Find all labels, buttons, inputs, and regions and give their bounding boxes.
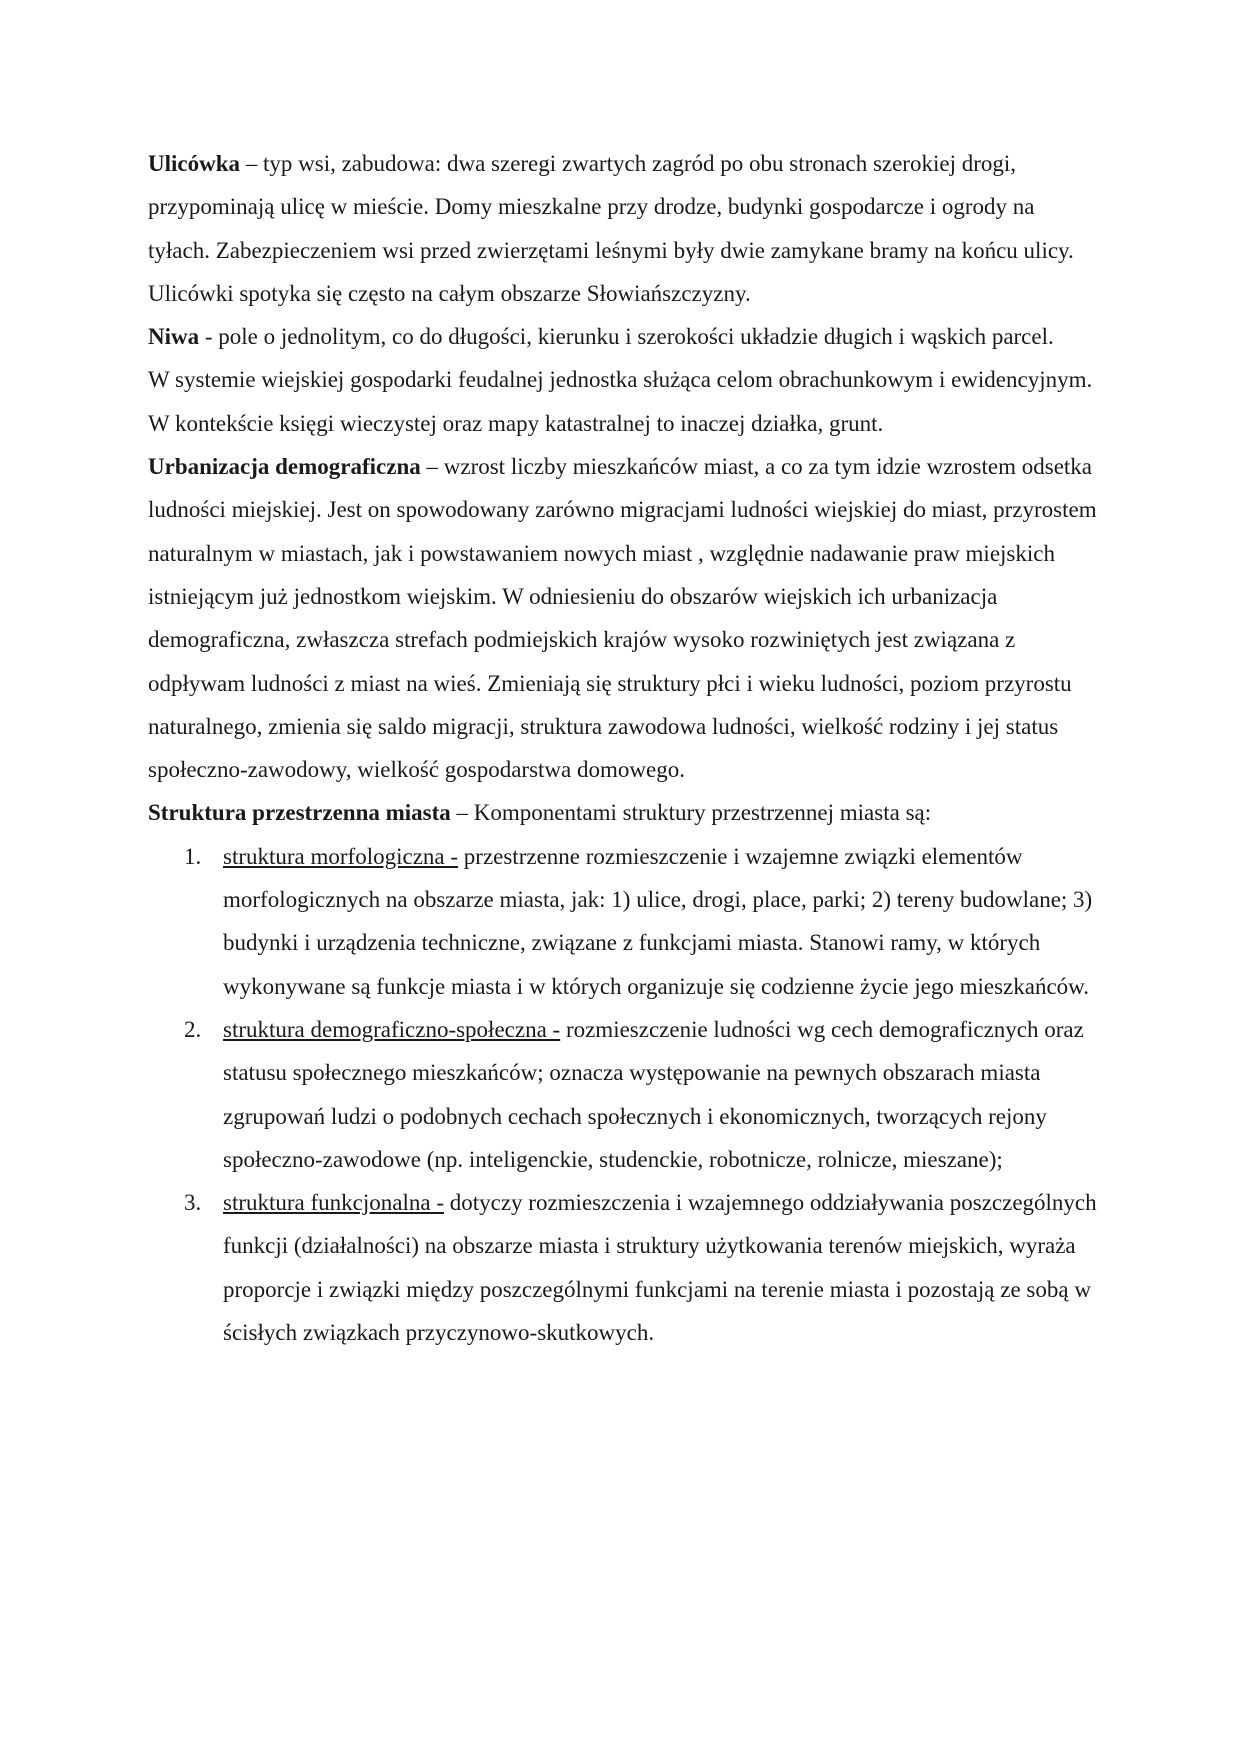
paragraph-niwa (148, 315, 1098, 358)
document-page (148, 142, 1098, 1354)
list-number: 1. (184, 843, 202, 869)
term-urbanizacja: Urbanizacja demograficzna (148, 454, 421, 480)
definition-struktura: – Komponentami struktury przestrzennej miasta są: (450, 800, 932, 826)
paragraph-niwa-continued (148, 358, 1098, 445)
paragraph-struktura (148, 791, 1098, 834)
list-number: 2. (184, 1016, 202, 1042)
definition-urbanizacja: – wzrost liczby mieszkańców miast, a co za tym idzie wzrostem odsetka ludności miejskiej. Jest on spowodowany zarówno migracjami ludności wiejskiej do miast, przyrostem naturalnym w miastach, jak i powstawaniem nowych miast , względnie nadawanie praw miejskich istniejącym już jednostkom wiejskim. W odniesieniu do obszarów wiejskich ich urbanizacja demograficzna, zwłaszcza strefach podmiejskich krajów wysoko rozwiniętych jest związana z odpływam ludności z miast na wieś. Zmieniają się struktury płci i wieku ludności, poziom przyrostu naturalnego, zmienia się saldo migracji, struktura zawodowa ludności, wielkość rodziny i jej status społeczno-zawodowy, wielkość gospodarstwa domowego. (148, 454, 1097, 783)
struktura-components-list (148, 835, 1098, 1355)
list-definition: rozmieszczenie ludności wg cech demograficznych oraz statusu społecznego mieszkańców; oznacza występowanie na pewnych obszarach miasta zgrupowań ludzi o podobnych cechach społecznych i ekonomicznych, tworzących rejony społeczno-zawodowe (np. inteligenckie, studenckie, robotnicze, rolnicze, mieszane); (223, 1016, 1084, 1172)
term-ulicowka: Ulicówka (148, 151, 240, 176)
list-number: 3. (184, 1190, 202, 1216)
definition-niwa: - pole o jednolitym, co do długości, kierunku i szerokości układzie długich i wąskich parcel. (199, 324, 1054, 350)
list-item (148, 1008, 1098, 1181)
term-niwa: Niwa (148, 324, 200, 350)
list-item (148, 1181, 1098, 1354)
list-term: struktura morfologiczna - (223, 843, 459, 869)
list-definition: przestrzenne rozmieszczenie i wzajemne związki elementów morfologicznych na obszarze miasta, jak: 1) ulice, drogi, place, parki; 2) tereny budowlane; 3) budynki i urządzenia techniczne, związane z funkcjami miasta. Stanowi ramy, w których wykonywane są funkcje miasta i w których organizuje się codzienne życie jego mieszkańców. (223, 843, 1093, 999)
definition-ulicowka: – typ wsi, zabudowa: dwa szeregi zwartych zagród po obu stronach szerokiej drogi, przypominają ulicę w mieście. Domy mieszkalne przy drodze, budynki gospodarcze i ogrody na tyłach. Zabezpieczeniem wsi przed zwierzętami leśnymi były dwie zamykane bramy na końcu ulicy. Ulicówki spotyka się często na całym obszarze Słowiańszczyzny. (148, 151, 1074, 306)
list-item (148, 835, 1098, 1008)
paragraph-ulicowka (148, 142, 1098, 315)
list-term: struktura funkcjonalna - (223, 1190, 444, 1216)
paragraph-urbanizacja (148, 445, 1098, 791)
term-struktura: Struktura przestrzenna miasta (148, 800, 451, 826)
list-definition: dotyczy rozmieszczenia i wzajemnego oddziaływania poszczególnych funkcji (działalności) na obszarze miasta i struktury użytkowania terenów miejskich, wyraża proporcje i związki między poszczególnymi funkcjami na terenie miasta i pozostają ze sobą w ścisłych związkach przyczynowo-skutkowych. (223, 1190, 1097, 1346)
definition-niwa-continued: W systemie wiejskiej gospodarki feudalnej jednostka służąca celom obrachunkowym i ewidencyjnym. W kontekście księgi wieczystej oraz mapy katastralnej to inaczej działka, grunt. (148, 367, 1093, 436)
list-term: struktura demograficzno-społeczna - (223, 1016, 561, 1042)
